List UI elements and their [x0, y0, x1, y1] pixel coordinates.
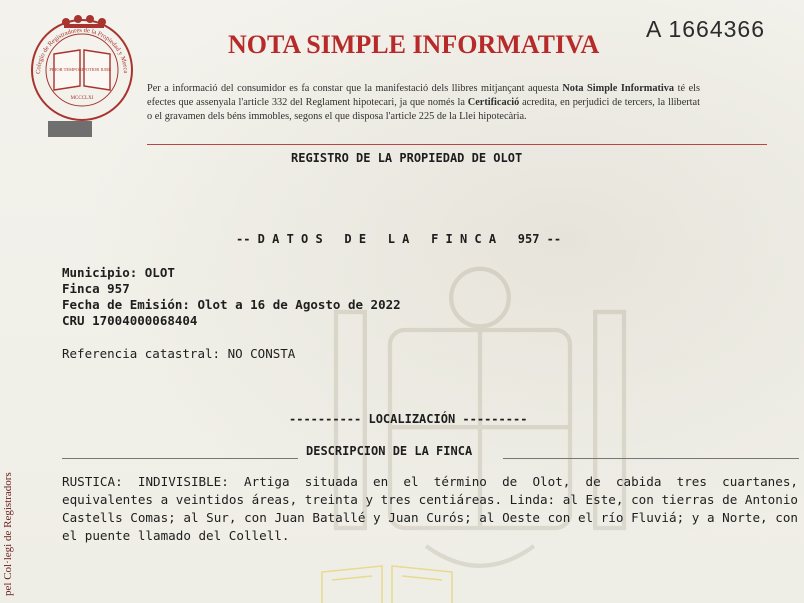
descripcion-rule-right: [503, 458, 799, 459]
intro-part-3: acredita, en perjudici de tercers, la llibertat o el gravamen dels béns immobles, segons el que disposa l'article 225 de la Llei hipotecària.: [147, 97, 700, 122]
intro-bold-2: Certificació: [467, 97, 520, 108]
descripcion-heading: DESCRIPCION DE LA FINCA: [306, 444, 473, 458]
municipio-line: Municipio: OLOT: [62, 265, 175, 280]
datos-finca-heading: -- D A T O S D E L A F I N C A 957 --: [236, 232, 562, 246]
cru-line: CRU 17004000068404: [62, 313, 198, 328]
registry-seal-logo: [26, 12, 138, 124]
finca-line: Finca 957: [62, 281, 130, 296]
intro-part-1: Per a informació del consumidor es fa constar que la manifestació dels llibres mitjançant aquesta: [147, 83, 563, 94]
seal-ring-text: Colegio de Registradores de la Propiedad y Merca: [34, 26, 130, 75]
localizacion-heading: ---------- LOCALIZACIÓN ---------: [289, 412, 528, 426]
intro-notice: [147, 82, 700, 124]
header-divider: [147, 144, 767, 145]
bottom-emblem-watermark: [312, 562, 462, 603]
seal-book-left: PRIOR TEMPORE: [49, 67, 85, 72]
descripcion-rule-left: [62, 458, 298, 459]
seal-book-right: POTIOR IURE: [83, 67, 111, 72]
intro-part-2: té els efectes que assenyala l'article 332 del Reglament hipotecari, ja que només la: [147, 83, 701, 108]
serial-number: A 1664366: [646, 16, 766, 42]
seal-year: MCCCLXI: [70, 96, 94, 101]
page-title: NOTA SIMPLE INFORMATIVA: [228, 30, 600, 59]
descripcion-text: RUSTICA: INDIVISIBLE: Artiga situada en el término de Olot, de cabida tres cuartanes, equivalentes a veintidos áreas, treinta y tres centiáreas. Linda: al Este, con tierras de Antonio Castells Comas; al Sur, con Juan Batallé y Juan Curós; al Oeste con el río Fluviá; y a Norte, con el puente llamado del Collell.: [62, 474, 798, 543]
fecha-emision-line: Fecha de Emisión: Olot a 16 de Agosto de 2022: [62, 297, 401, 312]
registry-name: REGISTRO DE LA PROPIEDAD DE OLOT: [291, 151, 523, 165]
referencia-catastral-line: Referencia catastral: NO CONSTA: [62, 346, 296, 361]
seal-redacted-label: [48, 121, 92, 137]
side-margin-text: pel Col·legi de Registradors: [2, 472, 14, 596]
intro-bold-1: Nota Simple Informativa: [562, 83, 675, 94]
